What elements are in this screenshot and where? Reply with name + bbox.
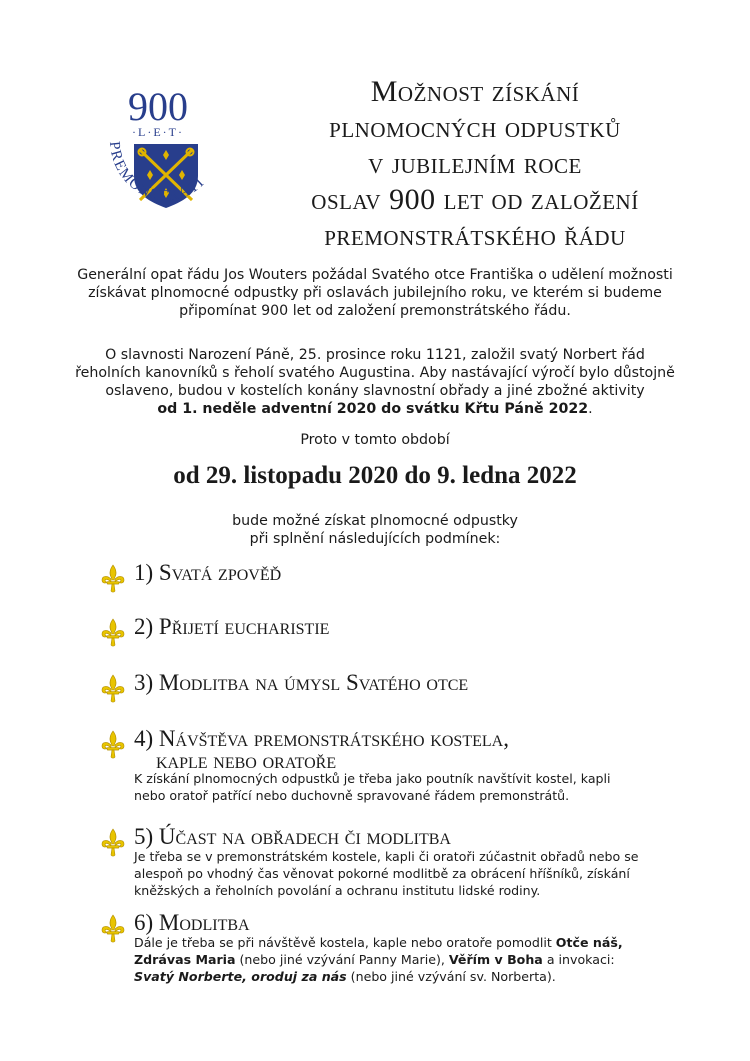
description-line: alespoň po vhodný čas věnovat pokorné modlitbě za obrácení hříšníků, získání [134, 866, 630, 881]
logo-arc-text: PREMONSTRÁTI [105, 140, 209, 205]
intro-line: při splnění následujících podmínek: [249, 531, 501, 547]
fleur-de-lis-icon [100, 618, 126, 648]
text: (nebo jiné vzývání Panny Marie), [235, 952, 449, 967]
fleur-de-lis-icon [100, 564, 126, 594]
page-title [250, 74, 700, 254]
bold-period: od 1. neděle adventní 2020 do svátku Křtu Páně 2022 [157, 401, 589, 417]
intro-line: bude možné získat plnomocné odpustky [232, 513, 518, 529]
text: (nebo jiné vzývání sv. Norberta). [346, 969, 556, 984]
text: a invokaci: [542, 952, 615, 967]
text: Dále je třeba se při návštěvě kostela, kaple nebo oratoře pomodlit [134, 935, 556, 950]
heading-line: 4) Návštěva premonstrátského kostela, [134, 726, 509, 751]
intro-paragraph [40, 266, 710, 320]
title-line: Možnost získání [370, 75, 580, 108]
description-line [134, 968, 694, 985]
logo-let: ·L·E·T· [132, 125, 184, 139]
prayer-name: Otče náš, [555, 935, 623, 950]
fleur-de-lis-icon [100, 730, 126, 760]
logo-number: 900 [128, 84, 188, 129]
invocation: Svatý Norberte, oroduj za nás [134, 969, 347, 984]
condition-heading [134, 728, 674, 772]
history-paragraph [40, 346, 710, 418]
paragraph-line: oslaveno, budou v kostelích konány slavnostní obřady a jiné zbožné aktivity [105, 383, 645, 399]
proto-text: Proto v tomto období [300, 432, 450, 448]
paragraph-line: O slavnosti Narození Páně, 25. prosince roku 1121, založil svatý Norbert řád [105, 347, 645, 363]
fleur-de-lis-icon [100, 674, 126, 704]
title-line: premonstrátského řádu [324, 219, 626, 252]
fleur-de-lis-icon [100, 914, 126, 944]
prayer-name: Věřím v Boha [448, 952, 543, 967]
condition-description [134, 934, 694, 985]
condition-description [134, 848, 694, 899]
condition-heading: 6) Modlitba [134, 910, 250, 935]
paragraph-line: připomínat 900 let od založení premonstrátského řádu. [179, 303, 571, 319]
condition-description [134, 770, 694, 804]
paragraph-line [40, 400, 710, 418]
paragraph-line: Generální opat řádu Jos Wouters požádal Svatého otce Františka o udělení možnosti [77, 267, 673, 283]
conditions-intro [0, 512, 750, 548]
description-line: nebo oratoř patřící nebo duchovně spravované řádem premonstrátů. [134, 788, 570, 803]
fleur-de-lis-icon [100, 828, 126, 858]
description-line: kněžských a řeholních povolání a ochranu institutu lidské rodiny. [134, 883, 541, 898]
logo [98, 84, 234, 234]
description-line: K získání plnomocných odpustků je třeba jako poutník navštívit kostel, kapli [134, 771, 611, 786]
description-line [134, 934, 694, 951]
prayer-name: Zdrávas Maria [134, 952, 236, 967]
condition-heading: 1) Svatá zpověď [134, 560, 282, 585]
title-line: v jubilejním roce [368, 147, 582, 180]
paragraph-line: získávat plnomocné odpustky při oslavách jubilejního roku, ve kterém si budeme [88, 285, 662, 301]
title-line: oslav 900 let od založení [311, 183, 639, 216]
description-line [134, 951, 694, 968]
period: . [588, 401, 593, 417]
date-range: od 29. listopadu 2020 do 9. ledna 2022 [173, 462, 577, 489]
condition-heading: 3) Modlitba na úmysl Svatého otce [134, 670, 469, 695]
paragraph-line: řeholních kanovníků s řeholí svatého Augustina. Aby nastávající výročí bylo důstojně [75, 365, 675, 381]
title-line: plnomocných odpustků [329, 111, 621, 144]
condition-heading: 5) Účast na obřadech či modlitba [134, 824, 451, 849]
heading-line: kaple nebo oratoře [156, 748, 337, 773]
description-line: Je třeba se v premonstrátském kostele, kapli či oratoři zúčastnit obřadů nebo se [134, 849, 639, 864]
condition-heading: 2) Přijetí eucharistie [134, 614, 330, 639]
